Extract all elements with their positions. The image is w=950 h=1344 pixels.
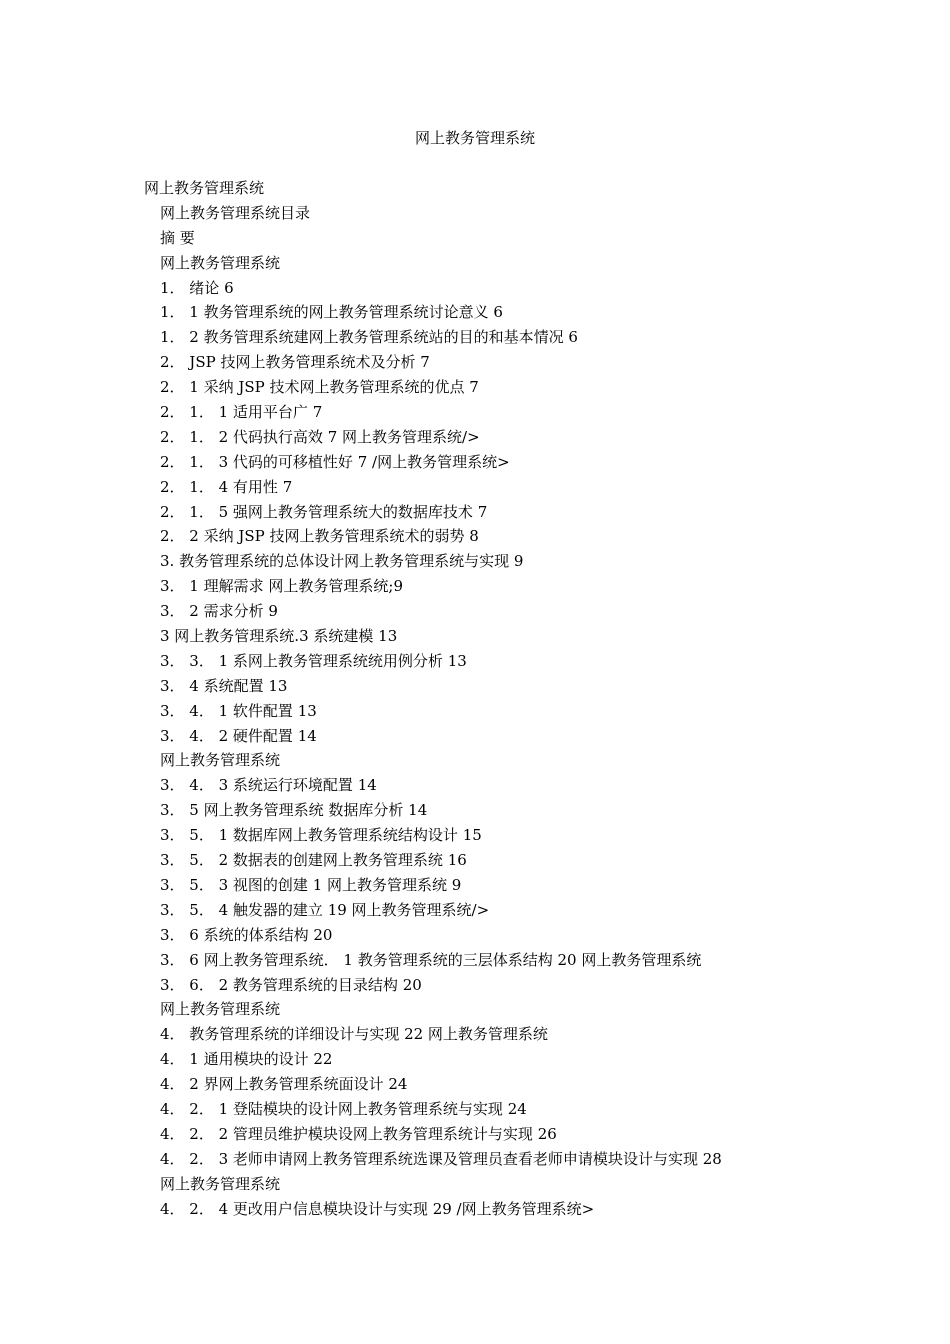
toc-line: 4． 2． 2 管理员维护模块设网上教务管理系统计与实现 26 <box>160 1124 557 1143</box>
toc-line: 4． 2． 4 更改用户信息模块设计与实现 29 /网上教务管理系统> <box>160 1199 595 1218</box>
toc-line: 1． 1 教务管理系统的网上教务管理系统讨论意义 6 <box>160 303 503 322</box>
toc-line: 3． 4． 1 软件配置 13 <box>160 701 317 720</box>
table-of-contents <box>144 178 924 1223</box>
toc-line: 3． 6 系统的体系结构 20 <box>160 925 333 944</box>
toc-line: 2． JSP 技网上教务管理系统术及分析 7 <box>160 353 430 372</box>
toc-line: 网上教务管理系统 <box>160 1000 281 1019</box>
toc-line: 1． 绪论 6 <box>160 278 234 297</box>
toc-line: 2． 1 采纳 JSP 技术网上教务管理系统的优点 7 <box>160 378 479 397</box>
toc-line: 3． 5 网上教务管理系统 数据库分析 14 <box>160 801 428 820</box>
toc-line: 3． 1 理解需求 网上教务管理系统;9 <box>160 577 403 596</box>
toc-line: 3． 6． 2 教务管理系统的目录结构 20 <box>160 975 422 994</box>
toc-line: 3． 4． 2 硬件配置 14 <box>160 726 317 745</box>
toc-line: 2． 1． 2 代码执行高效 7 网上教务管理系统/> <box>160 427 480 446</box>
toc-line: 2． 1． 4 有用性 7 <box>160 477 293 496</box>
toc-line: 3． 5． 1 数据库网上教务管理系统结构设计 15 <box>160 826 482 845</box>
toc-line: 4． 2． 1 登陆模块的设计网上教务管理系统与实现 24 <box>160 1099 527 1118</box>
toc-line: 3． 4． 3 系统运行环境配置 14 <box>160 776 377 795</box>
toc-line: 网上教务管理系统 <box>160 1174 281 1193</box>
toc-line: 4． 1 通用模块的设计 22 <box>160 1050 333 1069</box>
toc-line: 3． 3． 1 系网上教务管理系统统用例分析 13 <box>160 651 467 670</box>
toc-line: 3． 2 需求分析 9 <box>160 602 278 621</box>
toc-line: 4． 教务管理系统的详细设计与实现 22 网上教务管理系统 <box>160 1025 548 1044</box>
toc-line: 3． 5． 4 触发器的建立 19 网上教务管理系统/> <box>160 900 490 919</box>
toc-line: 2． 1． 1 适用平台广 7 <box>160 403 323 422</box>
document-title: 网上教务管理系统 <box>414 129 535 147</box>
toc-line: 3． 6 网上教务管理系统． 1 教务管理系统的三层体系结构 20 网上教务管理系统 <box>160 950 702 969</box>
toc-line: 3 网上教务管理系统.3 系统建模 13 <box>160 627 398 646</box>
toc-line: 网上教务管理系统 <box>160 253 281 272</box>
toc-line: 2． 2 采纳 JSP 技网上教务管理系统术的弱势 8 <box>160 527 479 546</box>
toc-line: 4． 2 界网上教务管理系统面设计 24 <box>160 1075 408 1094</box>
toc-line: 2． 1． 5 强网上教务管理系统大的数据库技术 7 <box>160 502 488 521</box>
toc-line: 3． 5． 3 视图的创建 1 网上教务管理系统 9 <box>160 875 462 894</box>
toc-line: 1． 2 教务管理系统建网上教务管理系统站的目的和基本情况 6 <box>160 328 578 347</box>
toc-line: 网上教务管理系统目录 <box>160 203 311 222</box>
toc-line: 2． 1． 3 代码的可移植性好 7 /网上教务管理系统> <box>160 452 510 471</box>
toc-line: 网上教务管理系统 <box>144 179 265 197</box>
toc-line: 网上教务管理系统 <box>160 751 281 770</box>
toc-line: 3． 4 系统配置 13 <box>160 676 288 695</box>
toc-line: 摘 要 <box>160 228 195 247</box>
toc-line: 3． 5． 2 数据表的创建网上教务管理系统 16 <box>160 851 467 870</box>
toc-line: 3. 教务管理系统的总体设计网上教务管理系统与实现 9 <box>160 552 524 571</box>
toc-line: 4． 2． 3 老师申请网上教务管理系统选课及管理员查看老师申请模块设计与实现 28 <box>160 1149 722 1168</box>
